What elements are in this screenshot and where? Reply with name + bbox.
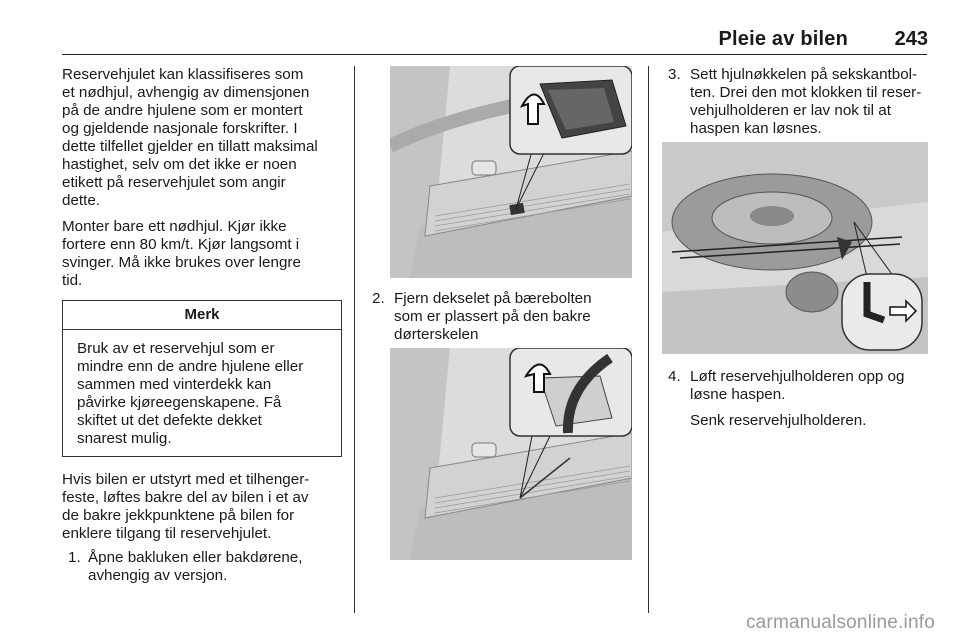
note-title: Merk (63, 301, 341, 330)
step-3: 3. Sett hjulnøkkelen på sekskantbol- ten. Drei den mot klokken til reser- vehjulholderen er lav nok til at haspen kan løsnes. (668, 66, 922, 137)
step-4-subtext: Senk reservehjulholderen. (690, 412, 867, 429)
column-1 (62, 66, 342, 585)
step-number: 1. (68, 549, 81, 566)
step-1: 1. Åpne bakluken eller bakdørene, avhengig av versjon. (68, 549, 303, 584)
illustration-spare-wheel-holder (662, 142, 928, 354)
paragraph-spare-wheel-classification: Reservehjulet kan klassifiseres som et nødhjul, avhengig av dimensjonen på de andre hjulene som er montert og gjeldende nasjonale forskrifter. I dette tilfellet gjelder en tillatt maksimal hastighet, selv om det ikke er noen etikett på reservehjulet som angir dette. (62, 66, 318, 209)
note-box (62, 300, 342, 457)
step-2: 2. Fjern dekselet på bærebolten som er plassert på den bakre dørterskelen (372, 290, 592, 343)
page-header-title: Pleie av bilen (718, 28, 848, 50)
column-divider-1 (354, 66, 355, 613)
note-body: Bruk av et reservehjul som er mindre enn de andre hjulene eller sammen med vinterdekk kan påvirke kjøreegenskapene. Få skiftet ut det defekte dekket snarest mulig. (77, 340, 304, 447)
watermark-text: carmanualsonline.info (745, 612, 935, 633)
step-4: 4. Løft reservehjulholderen opp og løsne haspen. Senk reservehjulholderen. (666, 368, 928, 430)
header-rule (62, 54, 927, 55)
illustration-tailgate-cover (390, 66, 632, 278)
step-number: 4. (668, 368, 681, 385)
paragraph-emergency-wheel-warning: Monter bare ett nødhjul. Kjør ikke fortere enn 80 km/t. Kjør langsomt i svinger. Må ikke brukes over lengre tid. (62, 218, 301, 289)
column-divider-2 (648, 66, 649, 613)
step-number: 2. (372, 290, 385, 307)
paragraph-towbar: Hvis bilen er utstyrt med et tilhenger- feste, løftes bakre del av bilen i et av de bakre jekkpunktene på bilen for enklere tilgang til reservehjulet. (62, 471, 310, 542)
step-number: 3. (668, 66, 681, 83)
column-3-lower (666, 368, 928, 430)
column-3 (666, 66, 928, 138)
page-number: 243 (894, 28, 928, 50)
illustration-carrier-bolt (390, 348, 632, 560)
